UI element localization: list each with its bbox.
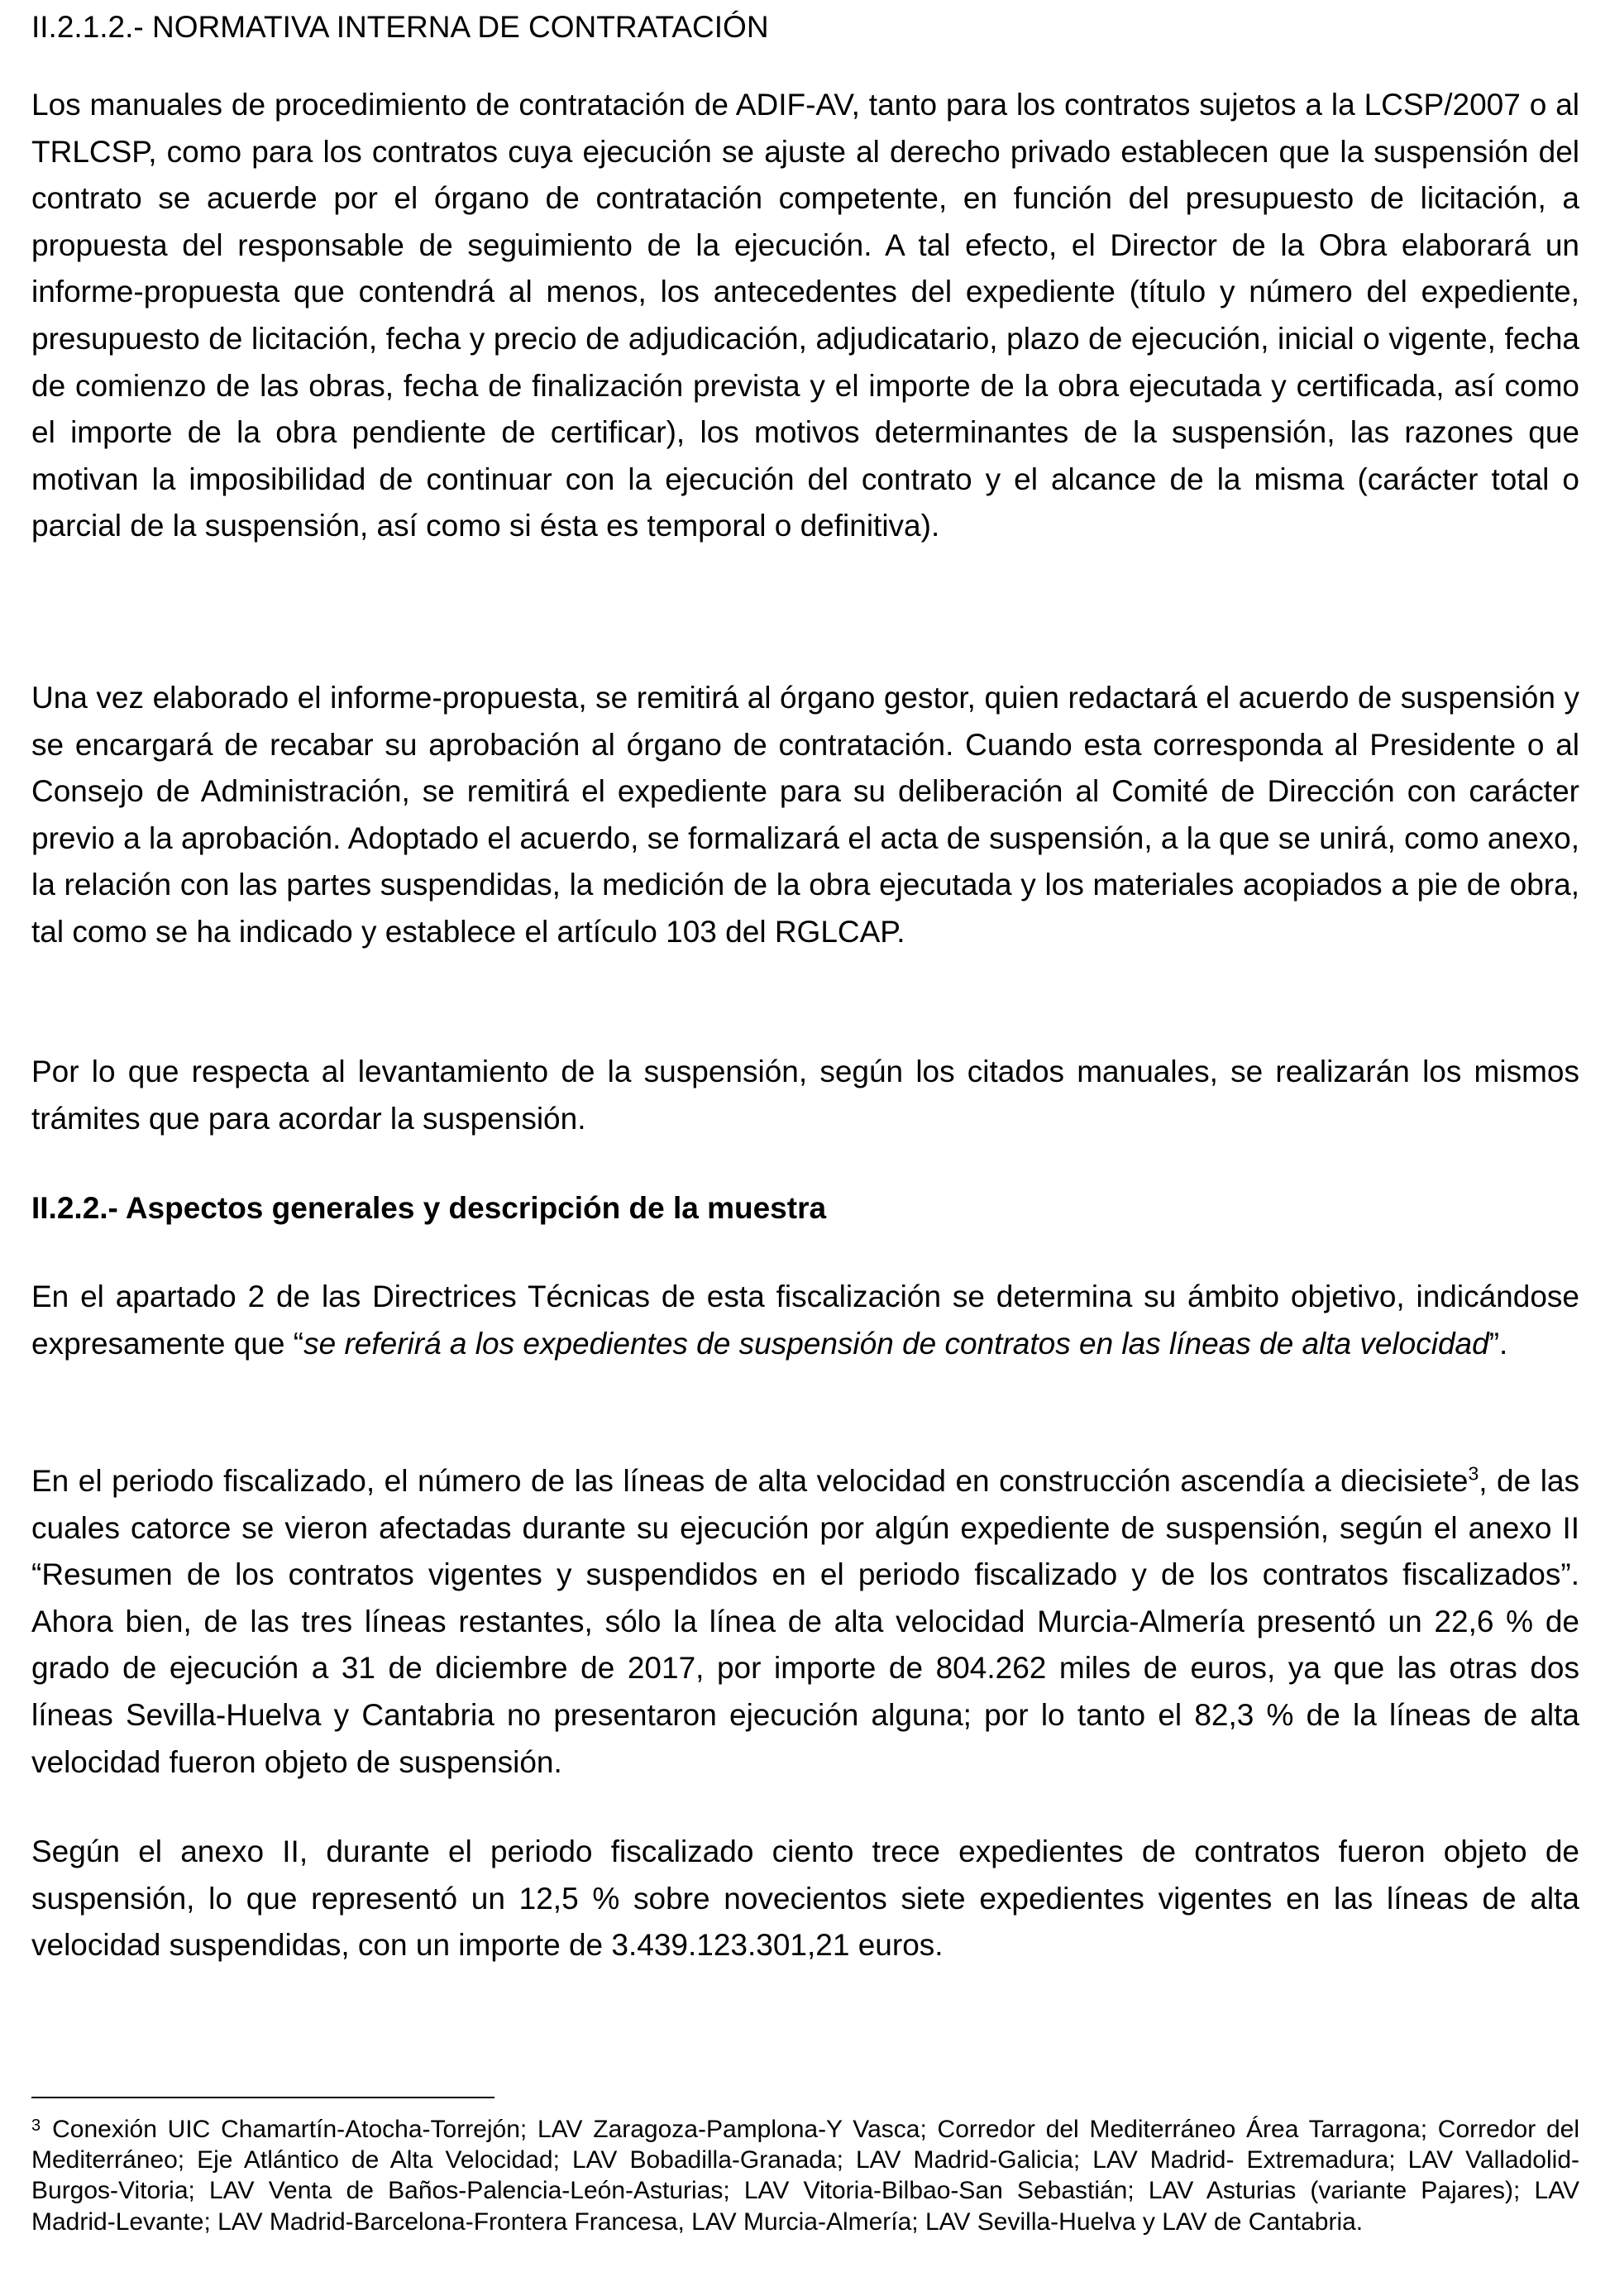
paragraph-anexo-ii: Según el anexo II, durante el periodo fiscalizado ciento trece expedientes de contratos fueron objeto de suspensión, lo que representó un 12,5 % sobre novecientos siete expedientes vigentes en las líneas de alta velocidad suspendidas, con un importe de 3.439.123.301,21 euros.: [31, 1834, 1579, 1963]
paragraph-levantamiento: Por lo que respecta al levantamiento de la suspensión, según los citados manuales, se realizarán los mismos trámites que para acordar la suspensión.: [31, 1055, 1579, 1136]
footnote: [31, 2114, 1579, 2237]
subsection-heading: [31, 1185, 826, 1232]
footnote-marker: 3: [31, 2117, 41, 2135]
paragraph-text: En el periodo fiscalizado, el número de las líneas de alta velocidad en construcción ascendía a diecisiete: [31, 1464, 1469, 1498]
paragraph-lineas-alta-velocidad: [31, 1458, 1579, 1786]
footnote-text: Conexión UIC Chamartín-Atocha-Torrejón; LAV Zaragoza-Pamplona-Y Vasca; Corredor del Mediterráneo Área Tarragona; Corredor del Mediterráneo; Eje Atlántico de Alta Velocidad; LAV Bobadilla-Granada; LAV Madrid-Galicia; LAV Madrid- Extremadura; LAV Valladolid-Burgos-Vitoria; LAV Venta de Baños-Palencia-León-Asturias; LAV Vitoria-Bilbao-San Sebastián; LAV Asturias (variante Pajares); LAV Madrid-Levante; LAV Madrid-Barcelona-Frontera Francesa, LAV Murcia-Almería; LAV Sevilla-Huelva y LAV de Cantabria.: [31, 2116, 1579, 2236]
subsection-title: Aspectos generales y descripción de la muestra: [125, 1191, 827, 1225]
paragraph-text: , de las cuales catorce se vieron afectadas durante su ejecución por algún expediente de suspensión, según el anexo II “Resumen de los contratos vigentes y suspendidos en el periodo fiscalizado y de los contratos fiscalizados”. Ahora bien, de las tres líneas restantes, sólo la línea de alta velocidad Murcia-Almería presentó un 22,6 % de grado de ejecución a 31 de diciembre de 2017, por importe de 804.262 miles de euros, ya que las otras dos líneas Sevilla-Huelva y Cantabria no presentaron ejecución alguna; por lo tanto el 82,3 % de la líneas de alta velocidad fueron objeto de suspensión.: [31, 1464, 1579, 1779]
quoted-text: se referirá a los expedientes de suspensión de contratos en las líneas de alta velocidad: [303, 1326, 1489, 1361]
subsection-number: II.2.2.-: [31, 1191, 118, 1225]
paragraph-text: ”.: [1488, 1326, 1508, 1361]
footnote-reference[interactable]: 3: [1468, 1462, 1479, 1485]
paragraph-informe-propuesta: Una vez elaborado el informe-propuesta, se remitirá al órgano gestor, quien redactará el acuerdo de suspensión y se encargará de recabar su aprobación al órgano de contratación. Cuando esta corresponda al Presidente o al Consejo de Administración, se remitirá el expediente para su deliberación al Comité de Dirección con carácter previo a la aprobación. Adoptado el acuerdo, se formalizará el acta de suspensión, a la que se unirá, como anexo, la relación con las partes suspendidas, la medición de la obra ejecutada y los materiales acopiados a pie de obra, tal como se ha indicado y establece el artículo 103 del RGLCAP.: [31, 681, 1579, 949]
paragraph-text: En el apartado 2 de las Directrices Técnicas de esta fiscalización se determina su ámbito objetivo, indicándose expresamente que “: [31, 1280, 1579, 1361]
paragraph-normativa: Los manuales de procedimiento de contratación de ADIF-AV, tanto para los contratos sujetos a la LCSP/2007 o al TRLCSP, como para los contratos cuya ejecución se ajuste al derecho privado establecen que la suspensión del contrato se acuerde por el órgano de contratación competente, en función del presupuesto de licitación, a propuesta del responsable de seguimiento de la ejecución. A tal efecto, el Director de la Obra elaborará un informe-propuesta que contendrá al menos, los antecedentes del expediente (título y número del expediente, presupuesto de licitación, fecha y precio de adjudicación, adjudicatario, plazo de ejecución, inicial o vigente, fecha de comienzo de las obras, fecha de finalización prevista y el importe de la obra ejecutada y certificada, así como el importe de la obra pendiente de certificar), los motivos determinantes de la suspensión, las razones que motivan la imposibilidad de continuar con la ejecución del contrato y el alcance de la misma (carácter total o parcial de la suspensión, así como si ésta es temporal o definitiva).: [31, 88, 1579, 543]
section-heading: II.2.1.2.- NORMATIVA INTERNA DE CONTRATACIÓN: [31, 10, 769, 44]
paragraph-ambito-objetivo: [31, 1274, 1579, 1367]
footnote-divider: [31, 2097, 494, 2098]
